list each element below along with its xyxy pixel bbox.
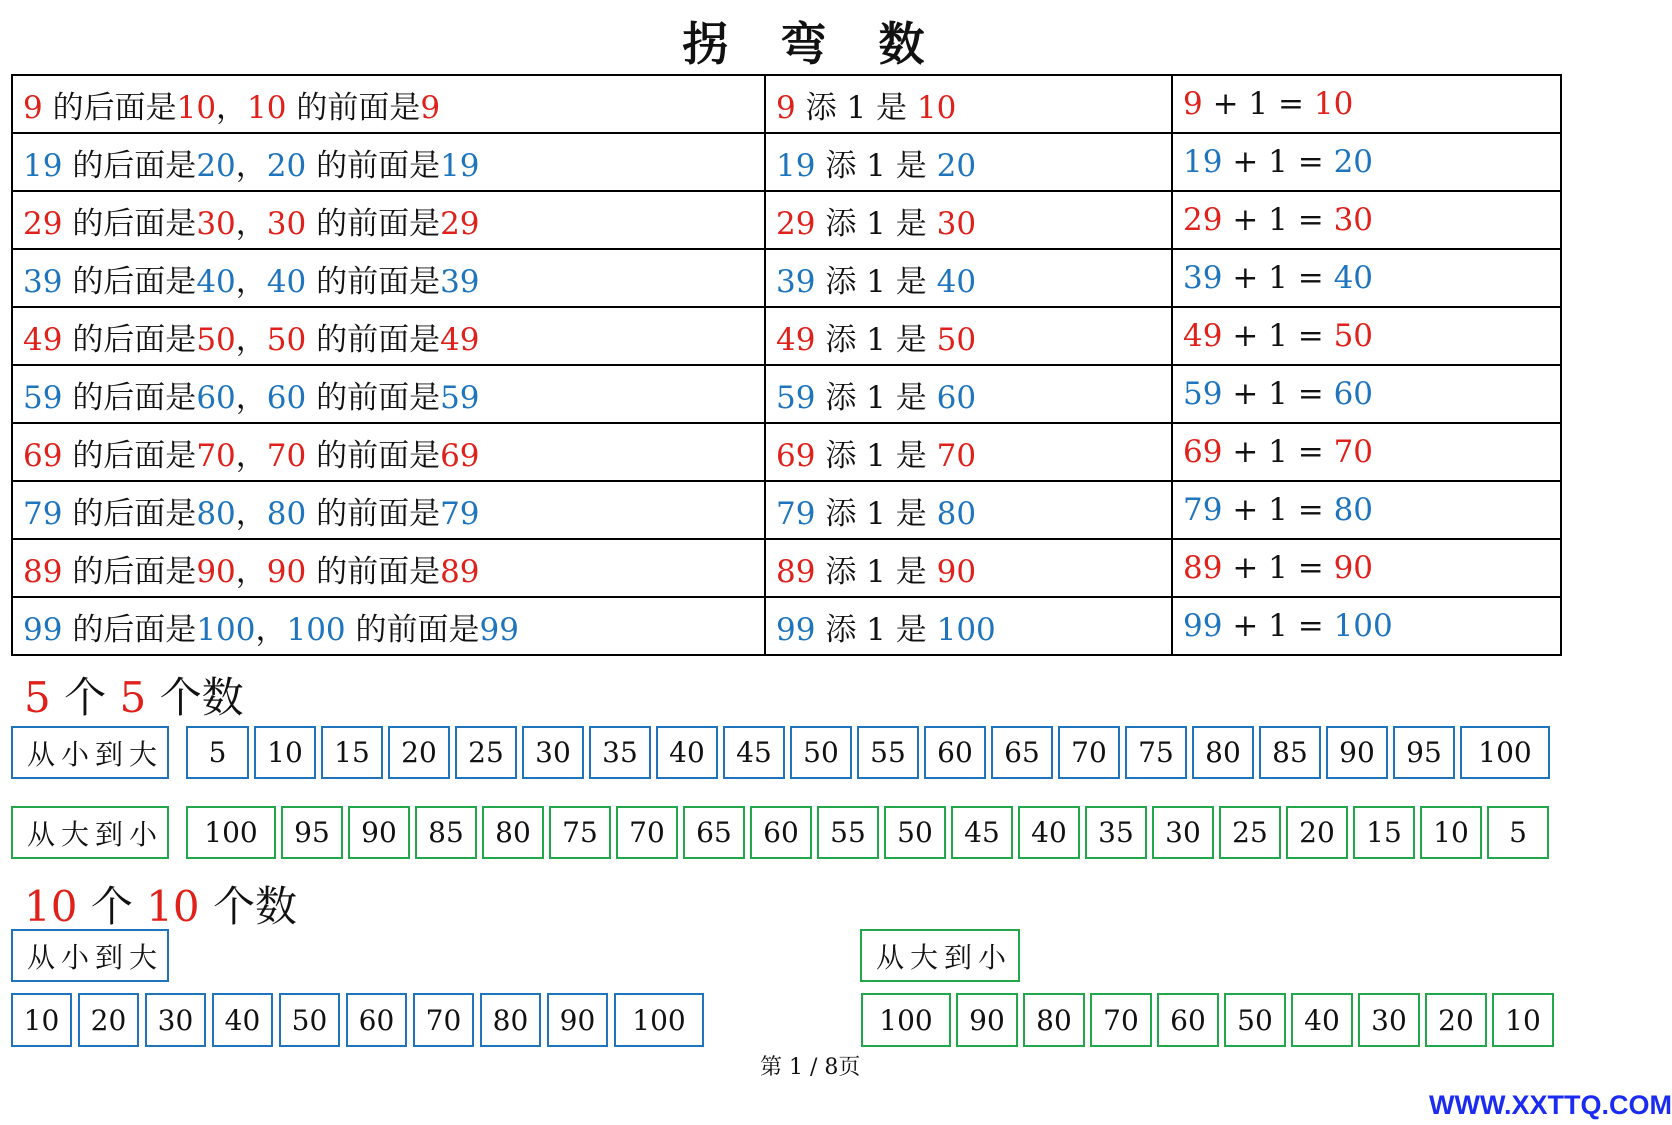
number-value: 30: [266, 205, 307, 242]
cell-text: 添 1 是: [825, 611, 927, 648]
number-box: 35: [589, 726, 651, 779]
number-box: 55: [817, 806, 879, 859]
cell-text: + 1 =: [1232, 318, 1324, 354]
descending-label: 从大到小: [11, 806, 169, 859]
add-one-text-cell: [765, 307, 1172, 365]
number-value: 50: [936, 321, 977, 358]
number-value: 9: [23, 89, 43, 126]
number-box: 45: [951, 806, 1013, 859]
table-row: [12, 481, 1561, 539]
number-box: 70: [1058, 726, 1120, 779]
table-row: [12, 597, 1561, 655]
number-value: 90: [266, 553, 307, 590]
number-value: 89: [776, 553, 816, 590]
cell-text: ，: [255, 611, 287, 648]
number-value: 59: [440, 379, 480, 416]
successor-text-cell: [12, 307, 765, 365]
equation-cell: [1172, 539, 1561, 597]
number-value: 49: [23, 321, 63, 358]
number-box: 90: [348, 806, 410, 859]
number-value: 50: [1333, 318, 1374, 354]
heading-number: 10: [24, 882, 78, 931]
number-box: 80: [1192, 726, 1254, 779]
number-value: 40: [1333, 260, 1374, 296]
ascending-label: 从小到大: [11, 929, 169, 982]
number-box: 75: [549, 806, 611, 859]
number-value: 59: [1183, 376, 1223, 412]
cell-text: ，: [235, 263, 267, 300]
number-value: 99: [23, 611, 63, 648]
number-value: 20: [266, 147, 307, 184]
number-value: 79: [776, 495, 816, 532]
cell-text: ，: [235, 205, 267, 242]
equation-cell: [1172, 365, 1561, 423]
number-box: 10: [11, 993, 72, 1047]
number-value: 10: [176, 89, 217, 126]
number-box: 90: [547, 993, 608, 1047]
successor-text-cell: [12, 481, 765, 539]
number-value: 100: [196, 611, 256, 648]
cell-text: ，: [235, 321, 267, 358]
number-value: 100: [1333, 608, 1393, 644]
number-value: 50: [266, 321, 307, 358]
section-heading-by-5: [24, 665, 244, 725]
number-box: 25: [1219, 806, 1281, 859]
cell-text: 的前面是: [296, 89, 421, 126]
cell-text: 添 1 是: [825, 321, 927, 358]
number-value: 60: [196, 379, 236, 416]
cell-text: 的后面是: [72, 611, 197, 648]
heading-number: 5: [119, 673, 147, 722]
number-box: 55: [857, 726, 919, 779]
number-box: 45: [723, 726, 785, 779]
number-box: 15: [321, 726, 383, 779]
heading-text: 个数: [213, 882, 298, 931]
number-box: 10: [254, 726, 316, 779]
number-value: 39: [1183, 260, 1223, 296]
number-value: 20: [196, 147, 236, 184]
cell-text: 的后面是: [72, 263, 197, 300]
number-value: 29: [1183, 202, 1223, 238]
number-box: 90: [956, 993, 1018, 1047]
number-value: 60: [936, 379, 977, 416]
number-box: 75: [1125, 726, 1187, 779]
number-box: 40: [212, 993, 273, 1047]
number-value: 19: [776, 147, 816, 184]
number-value: 10: [247, 89, 287, 126]
number-box: 70: [413, 993, 474, 1047]
number-box: 65: [683, 806, 745, 859]
cell-text: ，: [235, 437, 267, 474]
cell-text: ，: [235, 553, 267, 590]
number-value: 60: [266, 379, 307, 416]
successor-text-cell: [12, 133, 765, 191]
cell-text: 添 1 是: [825, 263, 927, 300]
number-value: 29: [440, 205, 480, 242]
number-box: 40: [656, 726, 718, 779]
number-box: 70: [616, 806, 678, 859]
table-row: [12, 307, 1561, 365]
number-value: 90: [936, 553, 977, 590]
number-box: 20: [1286, 806, 1348, 859]
page-number: 第 1 / 8页: [760, 1055, 861, 1080]
cell-text: 的后面是: [72, 437, 197, 474]
number-value: 40: [936, 263, 977, 300]
successor-text-cell: [12, 365, 765, 423]
table-row: [12, 365, 1561, 423]
equation-cell: [1172, 249, 1561, 307]
number-box: 95: [1393, 726, 1455, 779]
number-value: 49: [440, 321, 480, 358]
number-value: 90: [196, 553, 236, 590]
number-value: 70: [266, 437, 307, 474]
cell-text: 的后面是: [72, 321, 197, 358]
ascending-label: 从小到大: [11, 726, 169, 779]
cell-text: + 1 =: [1232, 608, 1324, 644]
add-one-text-cell: [765, 249, 1172, 307]
cell-text: 的前面是: [316, 321, 441, 358]
add-one-text-cell: [765, 539, 1172, 597]
cell-text: 的前面是: [316, 263, 441, 300]
add-one-text-cell: [765, 191, 1172, 249]
number-value: 20: [936, 147, 977, 184]
number-value: 39: [776, 263, 816, 300]
number-value: 90: [1333, 550, 1374, 586]
number-value: 39: [440, 263, 480, 300]
add-one-text-cell: [765, 365, 1172, 423]
number-value: 39: [23, 263, 63, 300]
number-value: 100: [286, 611, 346, 648]
number-value: 50: [196, 321, 236, 358]
equation-cell: [1172, 597, 1561, 655]
cell-text: 添 1 是: [825, 553, 927, 590]
cell-text: 的前面是: [316, 379, 441, 416]
number-value: 89: [23, 553, 63, 590]
number-box: 35: [1085, 806, 1147, 859]
number-box: 80: [482, 806, 544, 859]
cell-text: ，: [216, 89, 248, 126]
cell-text: + 1 =: [1232, 260, 1324, 296]
number-box: 70: [1090, 993, 1152, 1047]
number-value: 70: [936, 437, 977, 474]
successor-text-cell: [12, 249, 765, 307]
number-value: 29: [23, 205, 63, 242]
number-box: 40: [1291, 993, 1353, 1047]
descending-label: 从大到小: [860, 929, 1020, 982]
cell-text: 添 1 是: [825, 495, 927, 532]
table-row: [12, 539, 1561, 597]
number-value: 69: [776, 437, 816, 474]
table-row: [12, 423, 1561, 481]
number-value: 40: [266, 263, 307, 300]
number-value: 79: [440, 495, 480, 532]
number-value: 49: [1183, 318, 1223, 354]
heading-number: 5: [24, 673, 51, 722]
number-box: 80: [480, 993, 541, 1047]
number-box: 50: [1224, 993, 1286, 1047]
number-value: 69: [440, 437, 480, 474]
cell-text: 添 1 是: [825, 205, 927, 242]
number-value: 79: [1183, 492, 1223, 528]
cell-text: 添 1 是: [825, 379, 927, 416]
number-box: 50: [884, 806, 946, 859]
number-value: 10: [916, 89, 957, 126]
number-value: 19: [23, 147, 63, 184]
table-row: [12, 133, 1561, 191]
number-box: 25: [455, 726, 517, 779]
number-value: 79: [23, 495, 63, 532]
successor-text-cell: [12, 539, 765, 597]
number-box: 60: [750, 806, 812, 859]
number-box: 50: [279, 993, 340, 1047]
cell-text: 添 1 是: [825, 437, 927, 474]
successor-text-cell: [12, 597, 765, 655]
number-box: 5: [1487, 806, 1549, 859]
watermark: WWW.XXTTQ.COM: [1429, 1090, 1672, 1120]
cell-text: ，: [235, 147, 267, 184]
number-value: 19: [1183, 144, 1223, 180]
number-box: 10: [1420, 806, 1482, 859]
sequence-table: [11, 74, 1562, 656]
number-value: 9: [776, 89, 796, 126]
equation-cell: [1172, 75, 1561, 133]
number-value: 30: [936, 205, 977, 242]
cell-text: + 1 =: [1232, 434, 1324, 470]
number-box: 60: [346, 993, 407, 1047]
cell-text: + 1 =: [1232, 144, 1324, 180]
number-box: 20: [78, 993, 139, 1047]
cell-text: 的前面是: [316, 437, 441, 474]
number-value: 69: [23, 437, 63, 474]
number-value: 80: [936, 495, 977, 532]
heading-number: 10: [146, 882, 200, 931]
number-value: 19: [440, 147, 480, 184]
number-value: 80: [266, 495, 307, 532]
heading-text: 个: [64, 673, 107, 722]
number-value: 69: [1183, 434, 1223, 470]
number-value: 29: [776, 205, 816, 242]
number-value: 20: [1333, 144, 1374, 180]
successor-text-cell: [12, 191, 765, 249]
number-box: 15: [1353, 806, 1415, 859]
number-value: 80: [1333, 492, 1374, 528]
add-one-text-cell: [765, 423, 1172, 481]
cell-text: + 1 =: [1232, 376, 1324, 412]
number-box: 85: [1259, 726, 1321, 779]
cell-text: 的前面是: [355, 611, 480, 648]
number-value: 99: [776, 611, 816, 648]
number-box: 20: [388, 726, 450, 779]
number-box: 100: [861, 993, 951, 1047]
cell-text: ，: [235, 379, 267, 416]
number-box: 60: [1157, 993, 1219, 1047]
successor-text-cell: [12, 75, 765, 133]
number-box: 80: [1023, 993, 1085, 1047]
number-box: 30: [522, 726, 584, 779]
cell-text: 添 1 是: [805, 89, 908, 126]
cell-text: + 1 =: [1232, 202, 1324, 238]
add-one-text-cell: [765, 481, 1172, 539]
cell-text: 的前面是: [316, 495, 441, 532]
cell-text: + 1 =: [1212, 86, 1304, 122]
number-value: 89: [1183, 550, 1223, 586]
number-box: 95: [281, 806, 343, 859]
number-value: 60: [1333, 376, 1374, 412]
cell-text: 的前面是: [316, 147, 441, 184]
number-value: 80: [196, 495, 236, 532]
cell-text: + 1 =: [1232, 550, 1324, 586]
successor-text-cell: [12, 423, 765, 481]
number-box: 50: [790, 726, 852, 779]
section-heading-by-10: [24, 874, 297, 934]
number-value: 30: [196, 205, 236, 242]
number-value: 89: [440, 553, 480, 590]
cell-text: 的后面是: [72, 553, 197, 590]
cell-text: + 1 =: [1232, 492, 1324, 528]
number-box: 40: [1018, 806, 1080, 859]
table-row: [12, 249, 1561, 307]
equation-cell: [1172, 133, 1561, 191]
cell-text: 的后面是: [72, 379, 197, 416]
cell-text: 的前面是: [316, 553, 441, 590]
number-box: 5: [186, 726, 249, 779]
heading-text: 个数: [159, 673, 244, 722]
cell-text: 的后面是: [72, 495, 197, 532]
number-box: 100: [186, 806, 276, 859]
number-value: 40: [196, 263, 236, 300]
number-value: 49: [776, 321, 816, 358]
table-row: [12, 191, 1561, 249]
equation-cell: [1172, 307, 1561, 365]
number-value: 30: [1333, 202, 1374, 238]
cell-text: 的后面是: [52, 89, 177, 126]
number-value: 9: [420, 89, 441, 126]
cell-text: 的后面是: [72, 205, 197, 242]
number-box: 30: [1358, 993, 1420, 1047]
number-box: 30: [145, 993, 206, 1047]
number-value: 9: [1183, 86, 1203, 122]
number-value: 100: [936, 611, 996, 648]
number-box: 60: [924, 726, 986, 779]
equation-cell: [1172, 481, 1561, 539]
add-one-text-cell: [765, 597, 1172, 655]
number-value: 70: [196, 437, 236, 474]
heading-text: 个: [90, 882, 133, 931]
number-value: 99: [1183, 608, 1223, 644]
number-value: 70: [1333, 434, 1374, 470]
table-row: [12, 75, 1561, 133]
number-box: 10: [1492, 993, 1554, 1047]
number-box: 20: [1425, 993, 1487, 1047]
cell-text: ，: [235, 495, 267, 532]
number-box: 100: [614, 993, 704, 1047]
add-one-text-cell: [765, 133, 1172, 191]
number-value: 99: [479, 611, 519, 648]
equation-cell: [1172, 191, 1561, 249]
number-value: 10: [1313, 86, 1354, 122]
equation-cell: [1172, 423, 1561, 481]
add-one-text-cell: [765, 75, 1172, 133]
number-box: 65: [991, 726, 1053, 779]
cell-text: 的后面是: [72, 147, 197, 184]
number-box: 85: [415, 806, 477, 859]
number-box: 100: [1460, 726, 1550, 779]
number-value: 59: [23, 379, 63, 416]
cell-text: 的前面是: [316, 205, 441, 242]
cell-text: 添 1 是: [825, 147, 927, 184]
number-value: 59: [776, 379, 816, 416]
number-box: 90: [1326, 726, 1388, 779]
number-box: 30: [1152, 806, 1214, 859]
page-title: 拐 弯 数: [682, 17, 943, 71]
